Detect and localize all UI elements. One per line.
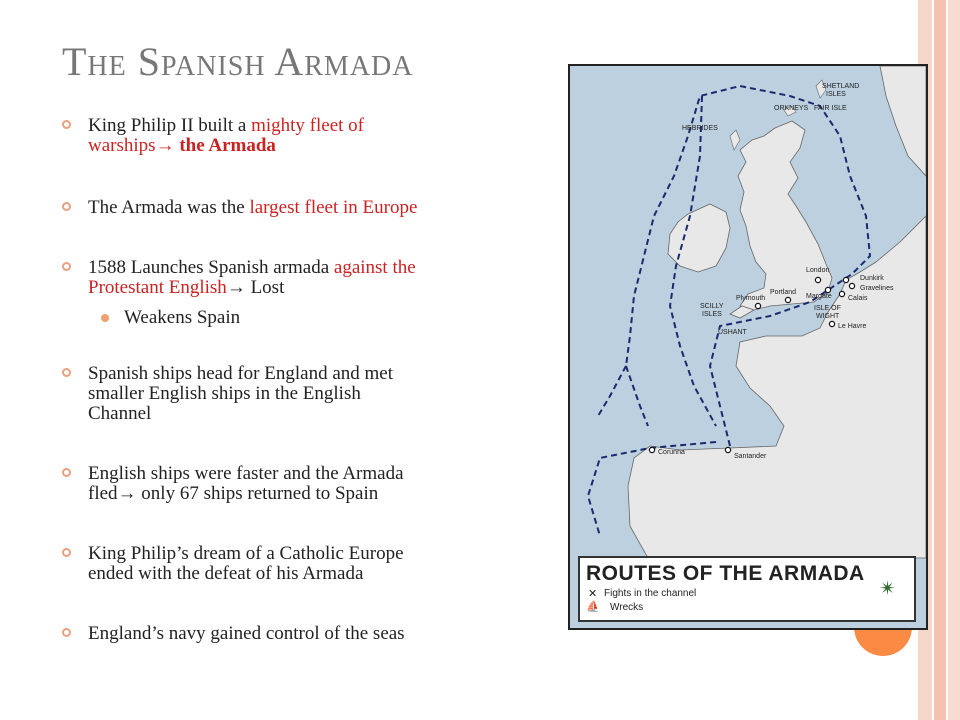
decor-stripe-3 [934, 0, 946, 720]
label-portland: Portland [770, 289, 797, 296]
wreck-ship-icon: ⛵ [586, 601, 600, 613]
bullet-ships-head: Spanish ships head for England and met smaller English ships in the English Channel [62, 364, 393, 424]
label-calais: Calais [848, 295, 868, 302]
fight-x-icon: ✕ [588, 588, 598, 600]
marker-santander [725, 447, 730, 452]
marker-london [815, 277, 820, 282]
marker-portland [785, 297, 790, 302]
arrow-icon: → [155, 135, 175, 156]
route-south [626, 366, 648, 426]
marker-gravelines [849, 283, 854, 288]
land-scandinavia [880, 66, 926, 176]
bullet-largest-fleet: The Armada was the largest fleet in Europe [62, 198, 417, 218]
label-le-havre: Le Havre [838, 323, 867, 330]
bullet-navy-control: England’s navy gained control of the seas [62, 624, 405, 644]
bullet-ring-icon [62, 468, 71, 477]
bullet-ring-icon [62, 120, 71, 129]
label-santander: Santander [734, 453, 767, 460]
slide-title: The Spanish Armada [62, 39, 414, 84]
label-corunna: Corunna [658, 449, 685, 456]
label-london: London [806, 267, 830, 274]
marker-dunkirk [843, 277, 848, 282]
bullet-ring-icon [62, 548, 71, 557]
label-dunkirk: Dunkirk [860, 275, 884, 282]
marker-calais [839, 291, 844, 296]
bullet-ring-icon [62, 202, 71, 211]
label-shetland: SHETLAND [822, 83, 860, 90]
label-ushant: USHANT [718, 329, 747, 336]
label-fair-isle: FAIR ISLE [814, 105, 847, 112]
compass-rose-icon: ✴ [879, 578, 896, 600]
bullet-ring-icon [62, 368, 71, 377]
label-isles: ISLES [826, 91, 846, 98]
sub-bullet-weakens-spain: Weakens Spain [62, 308, 240, 328]
label-orkneys: ORKNEYS [774, 105, 809, 112]
legend-fights: ✕ Fights in the channel [588, 588, 697, 600]
land-hebrides [730, 130, 740, 150]
arrow-icon: → [117, 483, 137, 504]
armada-routes-map [568, 64, 928, 630]
sub-bullet-dot-icon [101, 314, 109, 322]
label-scilly: SCILLY [700, 303, 724, 310]
label-wight: WIGHT [816, 313, 840, 320]
arrow-icon: → [226, 277, 246, 298]
map-svg [570, 66, 926, 628]
legend-wrecks: ⛵ Wrecks [586, 601, 644, 613]
marker-corunna [649, 447, 654, 452]
route-west [598, 366, 626, 416]
bullet-philip-dream: King Philip’s dream of a Catholic Europe ended with the defeat of his Armada [62, 544, 404, 584]
label-plymouth: Plymouth [736, 295, 766, 302]
bullet-ring-icon [62, 628, 71, 637]
decor-stripe-5 [948, 0, 960, 720]
label-hebrides: HEBRIDES [682, 125, 718, 132]
label-isle-of: ISLE OF [814, 305, 841, 312]
marker-margate [825, 287, 830, 292]
land-ireland [668, 204, 730, 272]
legend-title: ROUTES OF THE ARMADA [586, 562, 865, 585]
map-legend [578, 556, 916, 622]
marker-plymouth [755, 303, 760, 308]
label-scilly-isles: ISLES [702, 311, 722, 318]
bullet-philip-fleet: King Philip II built a mighty fleet of warships→ the Armada [62, 116, 364, 156]
label-margate: Margate [806, 293, 832, 300]
bullet-1588-launch: 1588 Launches Spanish armada against the Protestant English→ Lost [62, 258, 416, 298]
marker-le-havre [829, 321, 834, 326]
bullet-ring-icon [62, 262, 71, 271]
label-gravelines: Gravelines [860, 285, 894, 292]
bullet-english-faster: English ships were faster and the Armada fled→ only 67 ships returned to Spain [62, 464, 404, 504]
